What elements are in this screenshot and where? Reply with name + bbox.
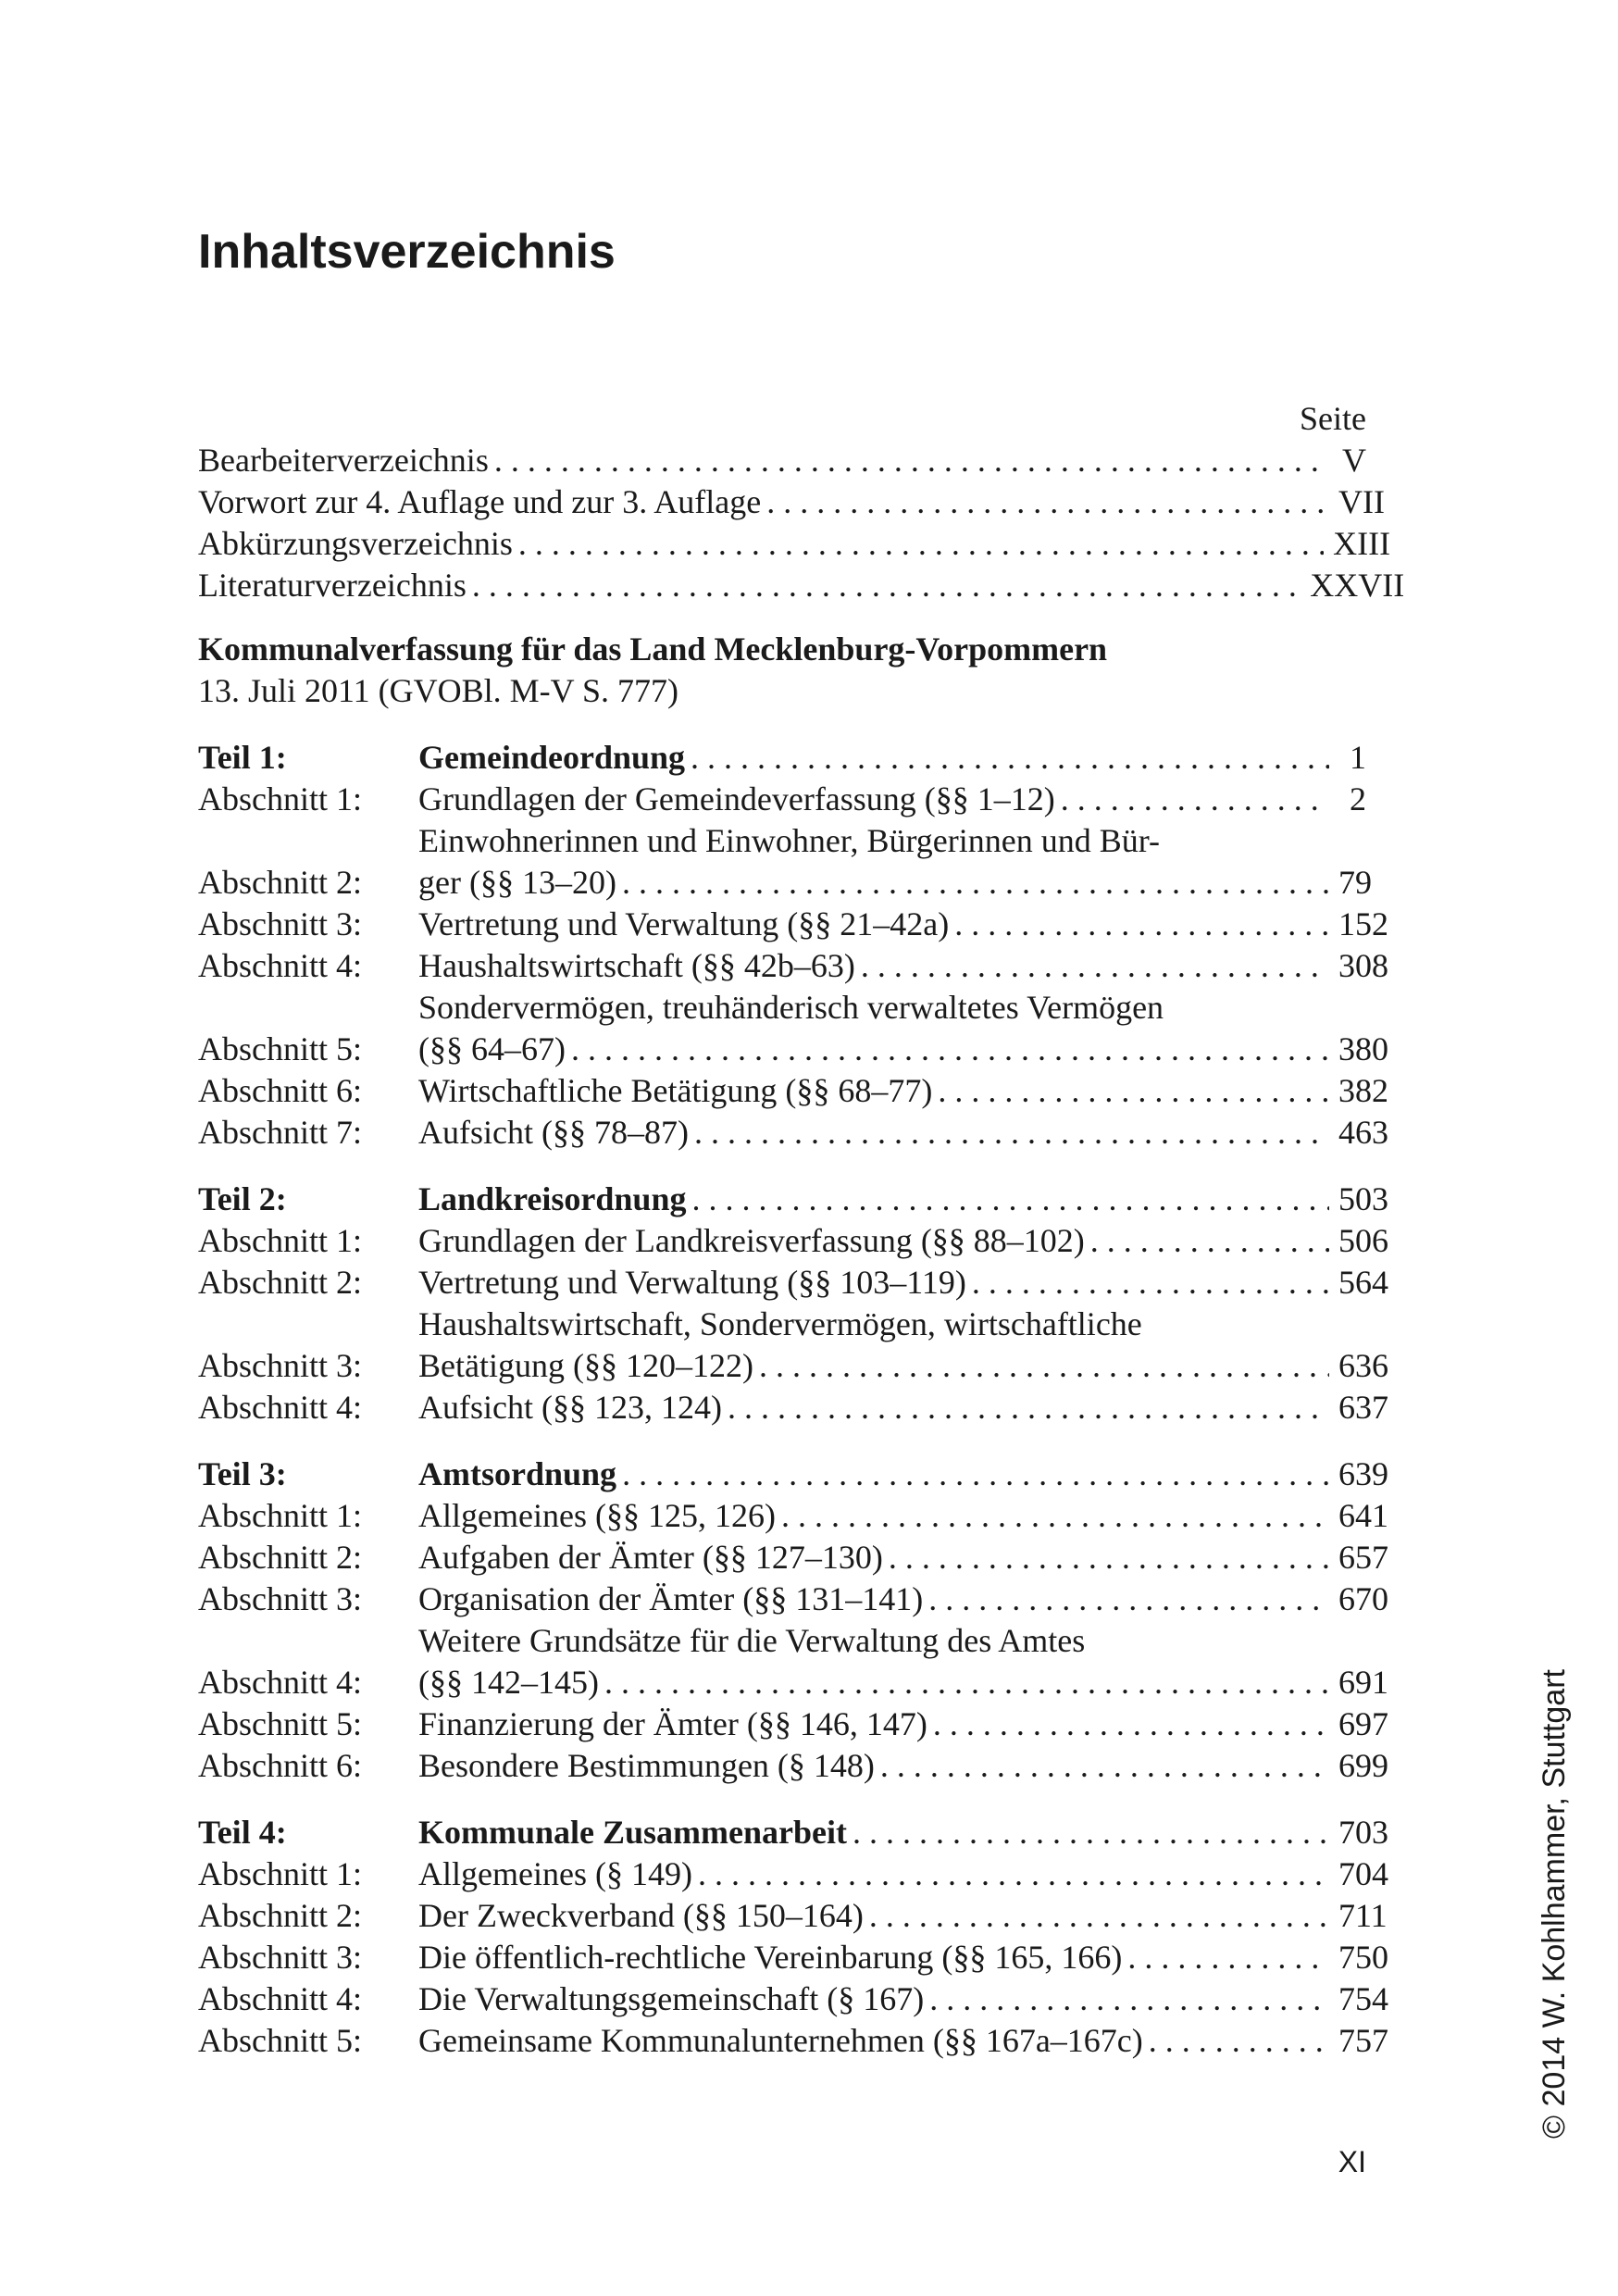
toc-page-number: 699 (1338, 1747, 1388, 1784)
toc-page-number: 1 (1350, 739, 1366, 776)
toc-entry-text: Abkürzungsverzeichnis (198, 525, 513, 562)
toc-line (418, 1745, 1388, 1787)
section-entry (198, 1070, 1388, 1112)
front-matter-list (198, 440, 1405, 606)
leader-dots (929, 1978, 1329, 2020)
front-matter-entry (198, 565, 1405, 606)
toc-entry-text: Besondere Bestimmungen (§ 148) (418, 1747, 875, 1784)
section-entry (198, 779, 1366, 820)
part-label: Teil 2: (198, 1180, 287, 1217)
toc-entry-text: Grundlagen der Gemeindeverfassung (§§ 1–12) (418, 780, 1055, 817)
toc-page-number: 636 (1338, 1347, 1388, 1384)
leader-dots (1149, 2020, 1329, 2062)
toc-entry-text: Amtsordnung (418, 1455, 617, 1492)
section-label: Abschnitt 4: (198, 947, 362, 984)
toc-line (418, 1387, 1388, 1429)
toc-line (418, 1620, 1366, 1662)
section-label: Abschnitt 3: (198, 1347, 362, 1384)
toc-page-number: 754 (1338, 1980, 1388, 2017)
section-entry (198, 1937, 1388, 1978)
leader-dots (781, 1495, 1329, 1537)
toc-line (418, 1812, 1388, 1853)
toc-line (418, 862, 1372, 904)
section-entry (198, 1112, 1388, 1154)
section-label: Abschnitt 4: (198, 1389, 362, 1426)
toc-page-number: 711 (1338, 1897, 1388, 1934)
toc-page-number: 639 (1338, 1455, 1388, 1492)
seite-column-header: Seite (1300, 400, 1366, 437)
toc-entry-text: Gemeinsame Kommunalunternehmen (§§ 167a–167c) (418, 2022, 1143, 2059)
section-label: Abschnitt 1: (198, 1222, 362, 1259)
leader-dots (728, 1387, 1329, 1429)
front-matter-entry (198, 440, 1366, 481)
toc-page-number: 308 (1338, 947, 1388, 984)
toc-entry-text: Die Verwaltungsgemeinschaft (§ 167) (418, 1980, 925, 2017)
toc-entry-text: Betätigung (§§ 120–122) (418, 1347, 753, 1384)
toc-page-number: 564 (1338, 1264, 1388, 1301)
section-label: Abschnitt 1: (198, 1855, 362, 1892)
toc-entry-text: Allgemeines (§§ 125, 126) (418, 1497, 776, 1534)
toc-line (418, 779, 1366, 820)
toc-entry-text: Vertretung und Verwaltung (§§ 21–42a) (418, 905, 950, 942)
leader-dots (869, 1895, 1329, 1937)
toc-entry-text: Haushaltswirtschaft, Sondervermögen, wirtschaftliche (418, 1305, 1142, 1342)
toc-entry-text: Aufsicht (§§ 123, 124) (418, 1389, 722, 1426)
toc-entry-text: Kommunale Zusammenarbeit (418, 1814, 847, 1851)
leader-dots (694, 1112, 1329, 1154)
section-entry (198, 1853, 1388, 1895)
leader-dots (759, 1345, 1329, 1387)
leader-dots (766, 481, 1329, 523)
toc-line (418, 1179, 1388, 1220)
toc-line (418, 945, 1388, 987)
toc-entry-text: Aufsicht (§§ 78–87) (418, 1114, 689, 1151)
toc-entry-text: (§§ 64–67) (418, 1030, 566, 1067)
toc-entry-text: Weitere Grundsätze für die Verwaltung des Amtes (418, 1622, 1086, 1659)
part-entry (198, 1179, 1388, 1220)
leader-dots (1090, 1220, 1329, 1262)
copyright-notice: © 2014 W. Kohlhammer, Stuttgart (1537, 1669, 1572, 2139)
section-entry (198, 1703, 1388, 1745)
section-entry (198, 1220, 1388, 1262)
toc-entry-text: Grundlagen der Landkreisverfassung (§§ 88–102) (418, 1222, 1085, 1259)
section-label: Abschnitt 2: (198, 1539, 362, 1576)
toc-line (418, 904, 1388, 945)
toc-entry-text: Bearbeiterverzeichnis (198, 442, 489, 479)
toc-page-number: 691 (1338, 1664, 1388, 1701)
section-label: Abschnitt 2: (198, 1897, 362, 1934)
toc-page-number: V (1342, 442, 1366, 479)
law-subtitle: 13. Juli 2011 (GVOBl. M-V S. 777) (198, 672, 679, 709)
toc-page-number: 382 (1338, 1072, 1388, 1109)
page-number: XI (1338, 2145, 1366, 2178)
part-label: Teil 4: (198, 1814, 287, 1851)
toc-entry-text: Gemeindeordnung (418, 739, 686, 776)
toc-page-number: 703 (1338, 1814, 1388, 1851)
section-label: Abschnitt 3: (198, 905, 362, 942)
toc-entry-text: ger (§§ 13–20) (418, 864, 616, 901)
toc-line (418, 1537, 1388, 1578)
toc-entry-text: Allgemeines (§ 149) (418, 1855, 692, 1892)
toc-entry-text: Literaturverzeichnis (198, 567, 467, 604)
toc-page-number: 2 (1350, 780, 1366, 817)
toc-page-number: 704 (1338, 1855, 1388, 1892)
toc-line (418, 1220, 1388, 1262)
leader-dots (622, 862, 1329, 904)
toc-line (418, 1262, 1388, 1304)
toc-line (418, 1662, 1388, 1703)
toc-page-number: 637 (1338, 1389, 1388, 1426)
section-entry (198, 904, 1388, 945)
leader-dots (604, 1662, 1329, 1703)
toc-entry-text: Vertretung und Verwaltung (§§ 103–119) (418, 1264, 966, 1301)
leader-dots (938, 1070, 1329, 1112)
section-entry (198, 1620, 1388, 1703)
leader-dots (571, 1029, 1329, 1070)
toc-line (418, 1112, 1388, 1154)
toc-page-number: 657 (1338, 1539, 1388, 1576)
toc-line (418, 1578, 1388, 1620)
toc-line (418, 1495, 1388, 1537)
leader-dots (933, 1703, 1329, 1745)
toc-page-number: 506 (1338, 1222, 1388, 1259)
section-entry (198, 1745, 1388, 1787)
leader-dots (1127, 1937, 1329, 1978)
section-label: Abschnitt 3: (198, 1580, 362, 1617)
section-label: Abschnitt 4: (198, 1664, 362, 1701)
toc-line (198, 523, 1391, 565)
leader-dots (691, 737, 1329, 779)
toc-page-number: 641 (1338, 1497, 1388, 1534)
toc-line (418, 987, 1366, 1029)
leader-dots (880, 1745, 1329, 1787)
leader-dots (494, 440, 1329, 481)
part-entry (198, 737, 1366, 779)
toc-page-number: 670 (1338, 1580, 1388, 1617)
toc-line (418, 1029, 1388, 1070)
toc-line (418, 820, 1366, 862)
toc-line (418, 1937, 1388, 1978)
toc-line (418, 1895, 1388, 1937)
toc-line (418, 1978, 1388, 2020)
section-label: Abschnitt 7: (198, 1114, 362, 1151)
toc-entry-text: Aufgaben der Ämter (§§ 127–130) (418, 1539, 883, 1576)
toc-entry-text: Der Zweckverband (§§ 150–164) (418, 1897, 864, 1934)
section-entry (198, 1978, 1388, 2020)
section-label: Abschnitt 6: (198, 1072, 362, 1109)
page-title: Inhaltsverzeichnis (198, 225, 616, 279)
section-label: Abschnitt 5: (198, 1030, 362, 1067)
toc-page-number: 503 (1338, 1180, 1388, 1217)
toc-page-number: XIII (1333, 525, 1391, 562)
leader-dots (622, 1454, 1329, 1495)
section-label: Abschnitt 1: (198, 1497, 362, 1534)
part-label: Teil 3: (198, 1455, 287, 1492)
toc-line (418, 1345, 1388, 1387)
section-entry (198, 1262, 1388, 1304)
section-label: Abschnitt 6: (198, 1747, 362, 1784)
leader-dots (928, 1578, 1329, 1620)
toc-page-number: 750 (1338, 1939, 1388, 1976)
toc-line (418, 1853, 1388, 1895)
leader-dots (853, 1812, 1329, 1853)
toc-line (198, 481, 1385, 523)
section-entry (198, 1895, 1388, 1937)
toc-entry-text: Sondervermögen, treuhänderisch verwaltetes Vermögen (418, 989, 1164, 1026)
section-label: Abschnitt 5: (198, 2022, 362, 2059)
section-entry (198, 1578, 1388, 1620)
toc-entry-text: Einwohnerinnen und Einwohner, Bürgerinnen und Bür- (418, 822, 1161, 859)
toc-line (198, 440, 1366, 481)
section-label: Abschnitt 2: (198, 1264, 362, 1301)
section-entry (198, 1387, 1388, 1429)
parts-list (198, 712, 1388, 2062)
section-label: Abschnitt 2: (198, 864, 362, 901)
toc-page-number: 757 (1338, 2022, 1388, 2059)
leader-dots (472, 565, 1301, 606)
leader-dots (691, 1179, 1329, 1220)
section-label: Abschnitt 5: (198, 1705, 362, 1742)
section-label: Abschnitt 1: (198, 780, 362, 817)
front-matter-entry (198, 523, 1391, 565)
leader-dots (518, 523, 1324, 565)
toc-line (418, 2020, 1388, 2062)
section-entry (198, 987, 1388, 1070)
leader-dots (889, 1537, 1329, 1578)
section-label: Abschnitt 3: (198, 1939, 362, 1976)
toc-entry-text: (§§ 142–145) (418, 1664, 599, 1701)
section-entry (198, 1495, 1388, 1537)
leader-dots (861, 945, 1329, 987)
toc-page-number: 79 (1338, 864, 1372, 901)
leader-dots (954, 904, 1329, 945)
toc-line (418, 737, 1366, 779)
toc-page-number: 463 (1338, 1114, 1388, 1151)
toc-page-number: 152 (1338, 905, 1388, 942)
toc-entry-text: Organisation der Ämter (§§ 131–141) (418, 1580, 924, 1617)
leader-dots (972, 1262, 1329, 1304)
toc-page-number: XXVII (1310, 567, 1405, 604)
toc-page-number: 380 (1338, 1030, 1388, 1067)
toc-entry-text: Haushaltswirtschaft (§§ 42b–63) (418, 947, 855, 984)
section-entry (198, 820, 1372, 904)
toc-entry-text: Die öffentlich-rechtliche Vereinbarung (§§ 165, 166) (418, 1939, 1123, 1976)
leader-dots (698, 1853, 1329, 1895)
toc-page-number: VII (1338, 483, 1385, 520)
toc-entry-text: Wirtschaftliche Betätigung (§§ 68–77) (418, 1072, 933, 1109)
toc-entry-text: Vorwort zur 4. Auflage und zur 3. Auflage (198, 483, 762, 520)
part-label: Teil 1: (198, 739, 287, 776)
section-label: Abschnitt 4: (198, 1980, 362, 2017)
toc-line (418, 1070, 1388, 1112)
part-entry (198, 1812, 1388, 1853)
toc-line (198, 565, 1405, 606)
toc-line (418, 1703, 1388, 1745)
front-matter-entry (198, 481, 1385, 523)
part-entry (198, 1454, 1388, 1495)
table-of-contents (198, 398, 1405, 2062)
section-entry (198, 945, 1388, 987)
toc-entry-text: Finanzierung der Ämter (§§ 146, 147) (418, 1705, 927, 1742)
law-title: Kommunalverfassung für das Land Mecklenburg-Vorpommern (198, 630, 1108, 668)
toc-page-number: 697 (1338, 1705, 1388, 1742)
leader-dots (1061, 779, 1329, 820)
section-entry (198, 1304, 1388, 1387)
toc-line (418, 1304, 1366, 1345)
toc-entry-text: Landkreisordnung (418, 1180, 687, 1217)
section-entry (198, 2020, 1388, 2062)
section-entry (198, 1537, 1388, 1578)
toc-line (418, 1454, 1388, 1495)
